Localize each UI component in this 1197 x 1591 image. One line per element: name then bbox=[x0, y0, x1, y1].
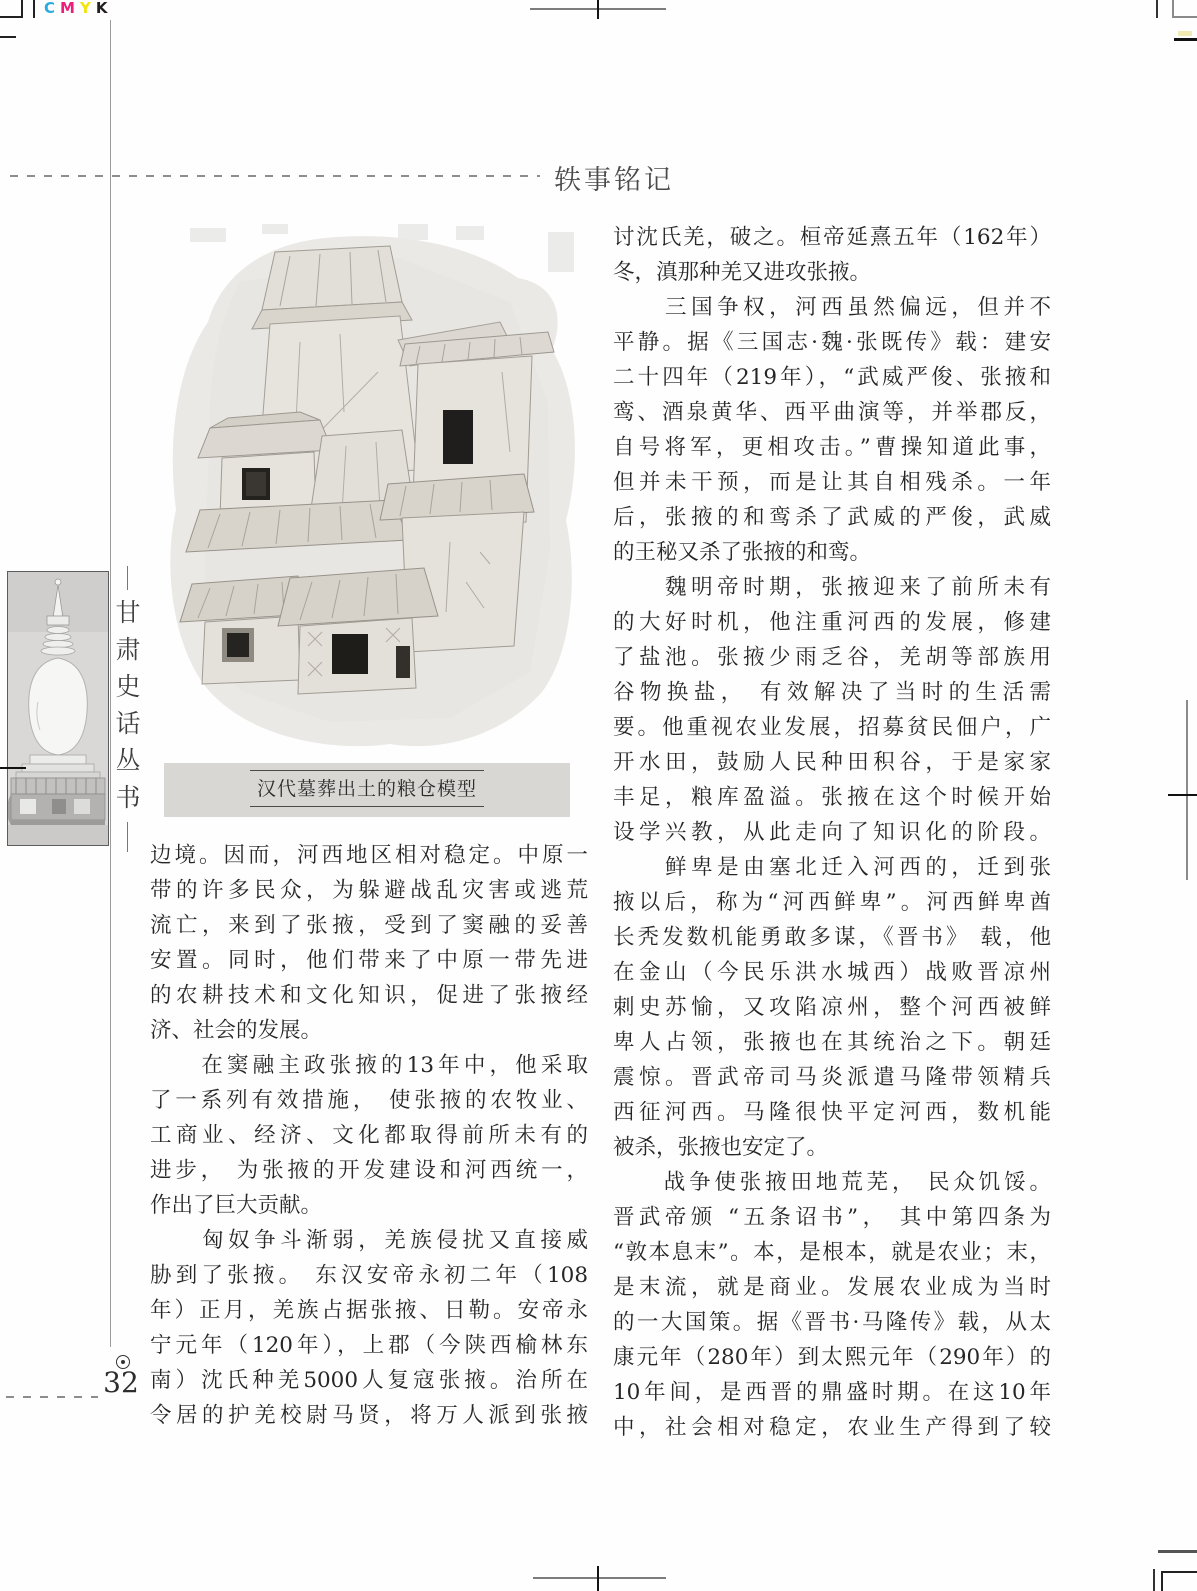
text-line: 是末流，就是商业。发展农业成为当时 bbox=[613, 1275, 1051, 1300]
text-line: 的一大国策。据《晋书·马隆传》载，从太 bbox=[613, 1310, 1051, 1335]
text-line: 边境。因而，河西地区相对稳定。中原一 bbox=[150, 843, 588, 868]
series-char: 书 bbox=[115, 783, 141, 812]
cmyk-letter-y: Y bbox=[79, 0, 96, 17]
crop-mark-bottom-center-horizontal bbox=[533, 1577, 666, 1579]
cmyk-letter-k: K bbox=[95, 0, 113, 17]
text-line: 魏明帝时期，张掖迎来了前所未有 bbox=[613, 575, 1051, 600]
page-number: 32 bbox=[103, 1366, 139, 1399]
granary-models-photo bbox=[150, 222, 588, 760]
text-line: 要。他重视农业发展，招募贫民佃户，广 bbox=[613, 715, 1051, 740]
text-line: 在金山（今民乐洪水城西）战败晋凉州 bbox=[613, 960, 1051, 985]
text-line: 进步， 为张掖的开发建设和河西统一， bbox=[150, 1158, 588, 1183]
crop-mark-top-right-corner bbox=[1172, 0, 1197, 18]
text-line: 宁元年（120年），上郡（今陕西榆林东 bbox=[150, 1333, 588, 1358]
crop-mark-top-left-square bbox=[0, 0, 23, 18]
granary-models-illustration bbox=[150, 222, 588, 760]
text-line: 二十四年（219年），“武威严俊、张掖和 bbox=[613, 365, 1051, 390]
crop-mark-color-patch bbox=[1178, 31, 1192, 36]
text-line: 安置。同时，他们带来了中原一带先进 bbox=[150, 948, 588, 973]
section-title: 轶事铭记 bbox=[554, 165, 674, 196]
text-line: 鸾、酒泉黄华、西平曲演等，并举郡反， bbox=[613, 400, 1051, 425]
crop-mark-top-right-tick bbox=[1174, 38, 1197, 41]
cmyk-letter-c: C bbox=[44, 0, 61, 17]
series-char: 肃 bbox=[115, 635, 141, 664]
text-line: 带的许多民众，为躲避战乱灾害或逃荒 bbox=[150, 878, 588, 903]
crop-mark-top-center-vertical bbox=[597, 0, 599, 19]
text-line: 丰足，粮库盈溢。张掖在这个时候开始 bbox=[613, 785, 1051, 810]
text-line: 作出了巨大贡献。 bbox=[150, 1193, 323, 1218]
text-line: 晋武帝颁 “五条诏书”， 其中第四条为 bbox=[613, 1205, 1051, 1230]
right-column-text bbox=[613, 220, 1051, 1445]
text-line: 但并未干预，而是让其自相残杀。一年 bbox=[613, 470, 1051, 495]
text-line: 震惊。晋武帝司马炎派遣马隆带领精兵 bbox=[613, 1065, 1051, 1090]
figure-caption: 汉代墓葬出土的粮仓模型 bbox=[250, 770, 484, 807]
text-line: 长秃发数机能勇敢多谋，《晋书》 载，他 bbox=[613, 925, 1051, 950]
crop-mark-top-right-line bbox=[1156, 0, 1158, 18]
series-char: 甘 bbox=[115, 598, 141, 627]
text-line: 济、社会的发展。 bbox=[150, 1018, 323, 1043]
text-line: 冬，滇那种羌又进攻张掖。 bbox=[613, 260, 872, 285]
text-line: 匈奴争斗渐弱，羌族侵扰又直接威 bbox=[150, 1228, 588, 1253]
crop-mark-bottom-center-vertical bbox=[597, 1566, 599, 1591]
text-line: 西征河西。马隆很快平定河西，数机能 bbox=[613, 1100, 1051, 1125]
left-column-text bbox=[150, 838, 588, 1433]
text-line: 开水田，鼓励人民种田积谷，于是家家 bbox=[613, 750, 1051, 775]
header-dashed-rule bbox=[10, 175, 540, 177]
cmyk-letter-m: M bbox=[60, 0, 80, 17]
text-line: 流亡，来到了张掖，受到了窦融的妥善 bbox=[150, 913, 588, 938]
text-line: 年）正月，羌族占据张掖、日勒。安帝永 bbox=[150, 1298, 588, 1323]
series-title-top-rule bbox=[127, 566, 128, 590]
cmyk-label bbox=[44, 0, 112, 17]
text-line: 被杀，张掖也安定了。 bbox=[613, 1135, 829, 1160]
series-char: 史 bbox=[115, 672, 141, 701]
text-line: 三国争权，河西虽然偏远，但并不 bbox=[613, 295, 1051, 320]
text-line: 了一系列有效措施， 使张掖的农牧业、 bbox=[150, 1088, 588, 1113]
text-line: “敦本息末”。本，是根本，就是农业；末， bbox=[613, 1240, 1051, 1265]
series-title-vertical bbox=[112, 594, 144, 816]
crop-mark-left-middle-tick bbox=[0, 767, 26, 769]
text-line: 的大好时机，他注重河西的发展，修建 bbox=[613, 610, 1051, 635]
text-line: 胁到了张掖。 东汉安帝永初二年（108 bbox=[150, 1263, 588, 1288]
figure-caption-box bbox=[164, 763, 570, 817]
text-line: 后，张掖的和鸾杀了武威的严俊，武威 bbox=[613, 505, 1051, 530]
text-line: 工商业、经济、文化都取得前所未有的 bbox=[150, 1123, 588, 1148]
series-char: 丛 bbox=[115, 746, 141, 775]
pagoda-photo bbox=[7, 571, 109, 846]
footer-dashed-rule bbox=[6, 1396, 98, 1398]
text-line: 自号将军，更相攻击。”曹操知道此事， bbox=[613, 435, 1051, 460]
text-line: 刺史苏愉，又攻陷凉州，整个河西被鲜 bbox=[613, 995, 1051, 1020]
text-line: 令居的护羌校尉马贤，将万人派到张掖 bbox=[150, 1403, 588, 1428]
text-line: 讨沈氏羌，破之。桓帝延熹五年（162年） bbox=[613, 225, 1051, 250]
text-line: 的王秘又杀了张掖的和鸾。 bbox=[613, 540, 872, 565]
text-line: 在窦融主政张掖的13年中，他采取 bbox=[150, 1053, 588, 1078]
crop-mark-bottom-right-line bbox=[1158, 1550, 1197, 1553]
text-line: 10年间，是西晋的鼎盛时期。在这10年 bbox=[613, 1380, 1051, 1405]
text-line: 卑人占领，张掖也在其统治之下。朝廷 bbox=[613, 1030, 1051, 1055]
text-line: 中，社会相对稳定，农业生产得到了较 bbox=[613, 1415, 1051, 1440]
text-line: 鲜卑是由塞北迁入河西的，迁到张 bbox=[613, 855, 1051, 880]
series-title-bottom-rule bbox=[127, 822, 128, 852]
text-line: 了盐池。张掖少雨乏谷，羌胡等部族用 bbox=[613, 645, 1051, 670]
text-line: 掖以后，称为“河西鲜卑”。河西鲜卑酋 bbox=[613, 890, 1051, 915]
text-line: 平静。据《三国志·魏·张既传》载：建安 bbox=[613, 330, 1051, 355]
text-line: 的农耕技术和文化知识，促进了张掖经 bbox=[150, 983, 588, 1008]
crop-mark-right-middle-tick bbox=[1168, 794, 1197, 796]
right-margin-rule bbox=[1186, 700, 1188, 880]
crop-mark-bottom-right-bar bbox=[1153, 1569, 1155, 1591]
text-line: 南）沈氏种羌5000人复寇张掖。治所在 bbox=[150, 1368, 588, 1393]
series-char: 话 bbox=[115, 709, 141, 738]
text-line: 康元年（280年）到太熙元年（290年）的 bbox=[613, 1345, 1051, 1370]
crop-mark-cmyk-bar bbox=[33, 0, 35, 18]
crop-mark-left-tick bbox=[0, 36, 16, 38]
text-line: 战争使张掖田地荒芜， 民众饥馁。 bbox=[613, 1170, 1051, 1195]
text-line: 谷物换盐， 有效解决了当时的生活需 bbox=[613, 680, 1051, 705]
crop-mark-bottom-right-corner bbox=[1161, 1571, 1197, 1591]
left-margin-rule bbox=[110, 20, 111, 1347]
text-line: 设学兴教，从此走向了知识化的阶段。 bbox=[613, 820, 1051, 845]
pagoda-illustration bbox=[8, 572, 108, 845]
